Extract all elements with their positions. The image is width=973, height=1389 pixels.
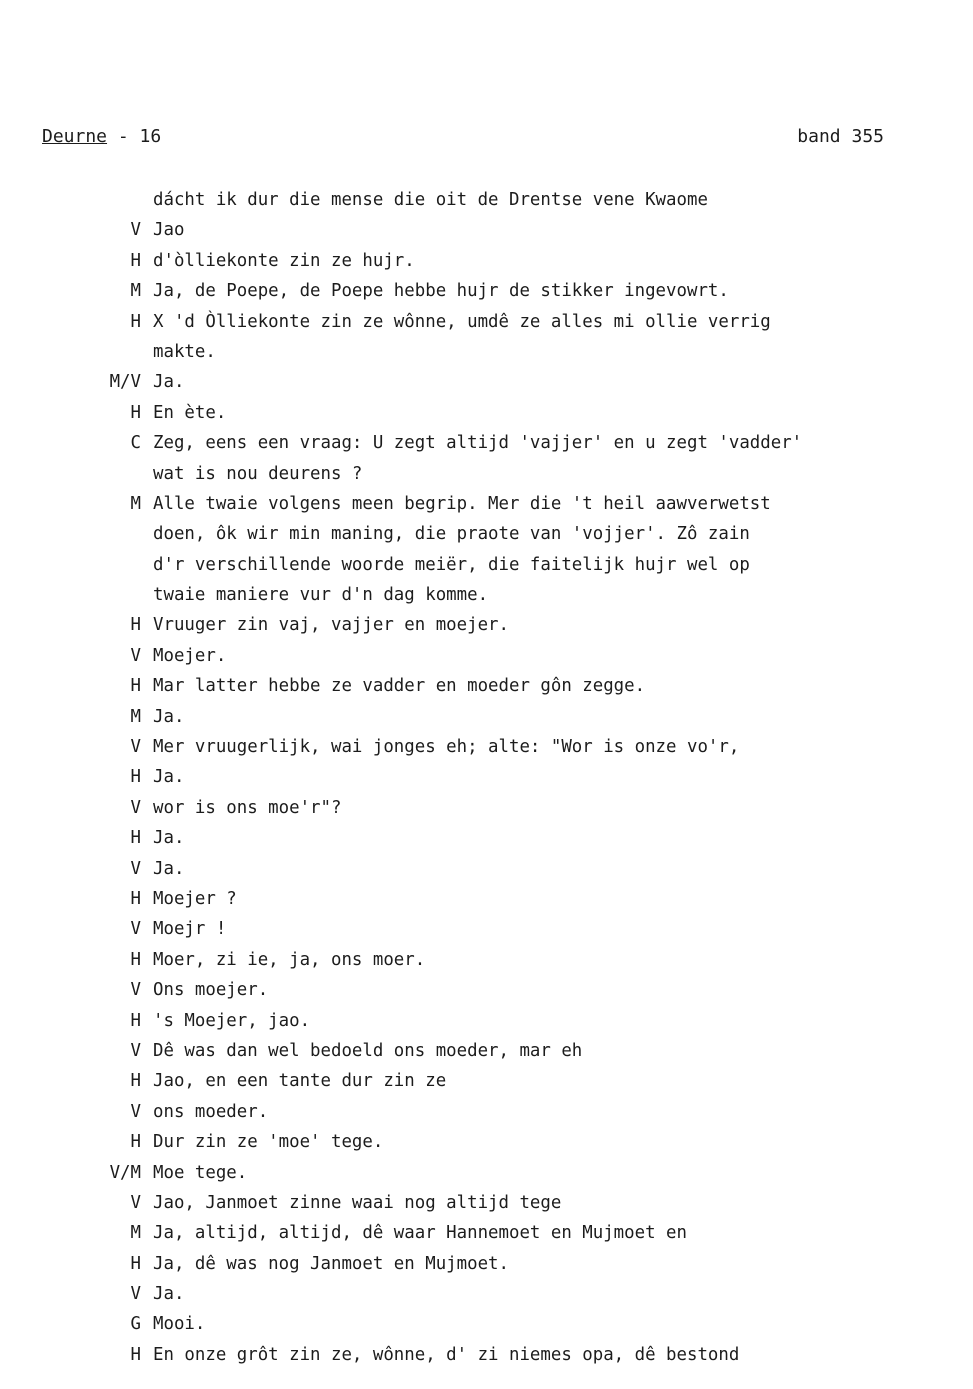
speaker-label: H [130, 676, 141, 697]
transcript-line [0, 1218, 973, 1248]
speech-text: dácht ik dur die mense die oit de Drentse vene Kwaome [153, 190, 708, 210]
speech-text: wat is nou deurens ? [153, 463, 363, 484]
transcript-line [0, 215, 973, 245]
tape-number: band 355 [797, 126, 884, 147]
speech-text: Vruuger zin vaj, vajjer en moejer. [153, 615, 509, 636]
speaker-label: V [130, 1101, 141, 1122]
transcript-line [0, 762, 973, 792]
speech-text: Ja. [153, 767, 185, 788]
speaker-label: H [130, 615, 141, 636]
transcript-line [0, 428, 973, 458]
transcript-line [0, 823, 973, 853]
speaker-label: H [130, 402, 141, 423]
speech-text: twaie maniere vur d'n dag komme. [153, 585, 489, 606]
transcript-line [0, 1188, 973, 1218]
speech-text: X 'd Òlliekonte zin ze wônne, umdê ze alles mi ollie verrig [153, 311, 771, 332]
speech-text: Ons moejer. [153, 980, 269, 1001]
transcript-line [0, 1249, 973, 1279]
header-title [42, 126, 161, 147]
transcript-line [0, 550, 973, 580]
place-name: Deurne [42, 126, 108, 147]
transcript-line [0, 1309, 973, 1339]
speaker-label: V [130, 645, 141, 666]
speech-text: 's Moejer, jao. [153, 1010, 311, 1031]
speaker-label: V [130, 858, 141, 879]
transcript-line [0, 702, 973, 732]
speech-text: makte. [153, 341, 216, 362]
speaker-label: M/V [109, 372, 141, 393]
transcript-line [0, 1036, 973, 1066]
speech-text: Ja. [153, 1284, 185, 1305]
speaker-label: V [130, 737, 141, 758]
speaker-label: M [130, 281, 141, 302]
transcript-line [0, 854, 973, 884]
speaker-label: H [130, 949, 141, 970]
speaker-label: G [130, 1314, 141, 1335]
transcript-line [0, 1006, 973, 1036]
speaker-label: V [130, 797, 141, 818]
speaker-label: M [130, 493, 141, 514]
transcript-line [0, 1340, 973, 1370]
speech-text: Jao, en een tante dur zin ze [153, 1071, 447, 1092]
speech-text: Zeg, eens een vraag: U zegt altijd 'vajjer' en u zegt 'vadder' [153, 433, 803, 454]
speech-text: Alle twaie volgens meen begrip. Mer die 't heil aawverwetst [153, 493, 771, 514]
speech-text: Moe tege. [153, 1162, 248, 1183]
speech-text: En onze grôt zin ze, wônne, d' zi niemes opa, dê bestond [153, 1344, 740, 1365]
speech-text: Ja. [153, 828, 185, 849]
transcript-line [0, 914, 973, 944]
speech-text: Moer, zi ie, ja, ons moer. [153, 949, 426, 970]
speech-text: Moejer. [153, 645, 227, 666]
transcript-line [0, 519, 973, 549]
page-header [42, 126, 884, 156]
speech-text: Ja. [153, 706, 185, 727]
speech-text: Jao, Janmoet zinne waai nog altijd tege [153, 1192, 562, 1213]
speech-text: Dê was dan wel bedoeld ons moeder, mar eh [153, 1040, 583, 1061]
speech-text: Ja, altijd, altijd, dê waar Hannemoet en Mujmoet en [153, 1223, 687, 1244]
transcript-line [0, 246, 973, 276]
transcript-body [0, 185, 973, 1370]
speaker-label: H [130, 767, 141, 788]
transcript-line [0, 276, 973, 306]
speaker-label: V [130, 220, 141, 241]
transcript-line [0, 641, 973, 671]
transcript-line [0, 580, 973, 610]
speech-text: Mer vruugerlijk, wai jonges eh; alte: "Wor is onze vo'r, [153, 737, 740, 758]
speech-text: Ja, de Poepe, de Poepe hebbe hujr de stikker ingevowrt. [153, 281, 729, 302]
speaker-label: H [130, 828, 141, 849]
transcript-line [0, 945, 973, 975]
transcript-line [0, 459, 973, 489]
transcript-line [0, 367, 973, 397]
transcript-line [0, 1127, 973, 1157]
speaker-label: V [130, 919, 141, 940]
speaker-label: V [130, 1284, 141, 1305]
speaker-label: C [130, 433, 141, 454]
transcript-line [0, 884, 973, 914]
page-number: - 16 [107, 126, 162, 147]
speaker-label: M [130, 706, 141, 727]
speaker-label: V [130, 1040, 141, 1061]
speaker-label: H [130, 1010, 141, 1031]
speaker-label: H [130, 1071, 141, 1092]
speech-text: doen, ôk wir min maning, die praote van 'vojjer'. Zô zain [153, 524, 750, 545]
speaker-label: V [130, 980, 141, 1001]
transcript-line [0, 975, 973, 1005]
transcript-line [0, 398, 973, 428]
speech-text: Ja. [153, 372, 185, 393]
speaker-label: H [130, 250, 141, 271]
speech-text: Dur zin ze 'moe' tege. [153, 1132, 384, 1153]
speech-text: Jao [153, 220, 185, 241]
transcript-line [0, 1097, 973, 1127]
speaker-label: H [130, 888, 141, 909]
speech-text: d'òlliekonte zin ze hujr. [153, 250, 415, 271]
speech-text: Mooi. [153, 1314, 206, 1335]
transcript-line [0, 1279, 973, 1309]
transcript-line [0, 1158, 973, 1188]
speaker-label: H [130, 1344, 141, 1365]
transcript-line [0, 307, 973, 337]
speech-text: Mar latter hebbe ze vadder en moeder gôn zegge. [153, 676, 646, 697]
speech-text: Ja, dê was nog Janmoet en Mujmoet. [153, 1253, 509, 1274]
speech-text: Ja. [153, 858, 185, 879]
speaker-label: H [130, 1253, 141, 1274]
speech-text: Moejr ! [153, 919, 227, 940]
transcript-line [0, 489, 973, 519]
speaker-label: V [130, 1192, 141, 1213]
transcript-line [0, 1066, 973, 1096]
transcript-line [0, 793, 973, 823]
speaker-label: H [130, 311, 141, 332]
speaker-label: M [130, 1223, 141, 1244]
speech-text: Moejer ? [153, 888, 237, 909]
transcript-line [0, 732, 973, 762]
speaker-label: V/M [109, 1162, 141, 1183]
speech-text: ons moeder. [153, 1101, 269, 1122]
speaker-label: H [130, 1132, 141, 1153]
transcript-line [0, 185, 973, 215]
transcript-line [0, 671, 973, 701]
speech-text: En ète. [153, 402, 227, 423]
transcript-line [0, 337, 973, 367]
speech-text: d'r verschillende woorde meiër, die faitelijk hujr wel op [153, 554, 750, 575]
transcript-line [0, 610, 973, 640]
speech-text: wor is ons moe'r"? [153, 797, 342, 818]
